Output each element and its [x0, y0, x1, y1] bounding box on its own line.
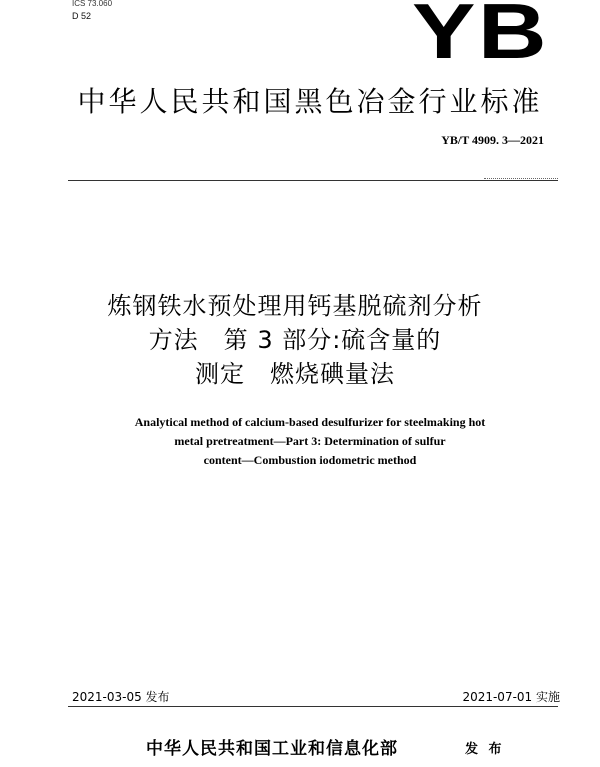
footer-divider	[68, 706, 558, 707]
title-english	[80, 413, 540, 470]
title-zh-line: 方法 第 3 部分:硫含量的	[148, 326, 442, 354]
title-zh-line: 炼钢铁水预处理用钙基脱硫剂分析	[107, 292, 483, 320]
implement-date: 2021-07-01 实施	[462, 690, 560, 704]
title-en-line: metal pretreatment—Part 3: Determination of sulfur	[174, 434, 446, 448]
header-divider-dotted	[484, 178, 558, 179]
title-chinese	[60, 289, 530, 391]
title-en-line: content—Combustion iodometric method	[203, 453, 417, 467]
ccs-code: D 52	[72, 11, 92, 21]
ics-code: ICS 73.060	[72, 0, 113, 6]
header-divider	[68, 180, 558, 181]
standard-code: YB/T 4909. 3—2021	[441, 133, 544, 147]
publish-label: 发 布	[465, 742, 505, 757]
title-zh-line: 测定 燃烧碘量法	[195, 360, 395, 388]
title-en-line: Analytical method of calcium-based desulfurizer for steelmaking hot	[134, 415, 486, 429]
issue-date: 2021-03-05 发布	[72, 690, 170, 704]
yb-logo: YB	[412, 0, 550, 75]
publisher-name: 中华人民共和国工业和信息化部	[146, 739, 398, 759]
standard-type-heading: 中华人民共和国黑色冶金行业标准	[77, 85, 543, 118]
